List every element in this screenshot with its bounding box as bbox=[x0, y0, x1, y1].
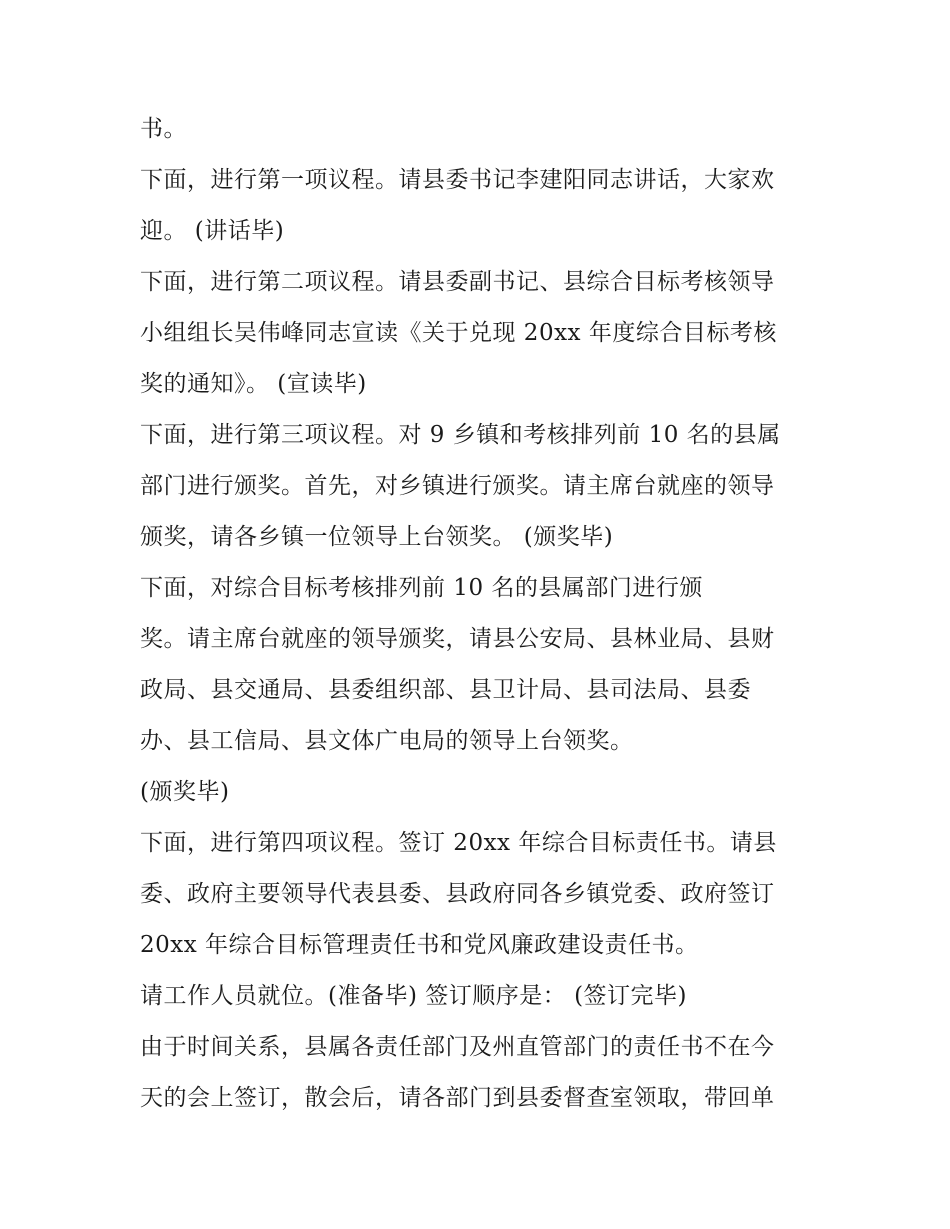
document-body bbox=[140, 104, 820, 1124]
text-line: 迎。 (讲话毕) bbox=[140, 218, 285, 244]
text-line: 下面，进行第三项议程。对 9 乡镇和考核排列前 10 名的县属 bbox=[140, 422, 781, 448]
text-line: 下面，进行第四项议程。签订 20xx 年综合目标责任书。请县 bbox=[140, 830, 777, 856]
text-line: 办、县工信局、县文体广电局的领导上台领奖。 bbox=[140, 728, 634, 754]
text-line: 下面，进行第一项议程。请县委书记李建阳同志讲话，大家欢 bbox=[140, 167, 775, 193]
text-line: 奖的通知》。 (宣读毕) bbox=[140, 371, 367, 397]
text-line: 奖。请主席台就座的领导颁奖，请县公安局、县林业局、县财 bbox=[140, 626, 775, 652]
text-line: 请工作人员就位。(准备毕) 签订顺序是： (签订完毕) bbox=[140, 983, 688, 1009]
text-line: 20xx 年综合目标管理责任书和党风廉政建设责任书。 bbox=[140, 932, 699, 958]
text-line: (颁奖毕) bbox=[140, 779, 230, 805]
text-line: 由于时间关系，县属各责任部门及州直管部门的责任书不在今 bbox=[140, 1034, 775, 1060]
text-line: 小组组长吴伟峰同志宣读《关于兑现 20xx 年度综合目标考核 bbox=[140, 320, 777, 346]
text-line: 天的会上签订，散会后，请各部门到县委督查室领取，带回单 bbox=[140, 1085, 775, 1111]
text-line: 下面，进行第二项议程。请县委副书记、县综合目标考核领导 bbox=[140, 269, 775, 295]
text-line: 政局、县交通局、县委组织部、县卫计局、县司法局、县委 bbox=[140, 677, 751, 703]
text-line: 颁奖，请各乡镇一位领导上台领奖。 (颁奖毕) bbox=[140, 524, 614, 550]
text-line: 委、政府主要领导代表县委、县政府同各乡镇党委、政府签订 bbox=[140, 881, 775, 907]
text-line: 下面，对综合目标考核排列前 10 名的县属部门进行颁 bbox=[140, 575, 703, 601]
text-line: 部门进行颁奖。首先，对乡镇进行颁奖。请主席台就座的领导 bbox=[140, 473, 775, 499]
text-line: 书。 bbox=[140, 116, 187, 142]
